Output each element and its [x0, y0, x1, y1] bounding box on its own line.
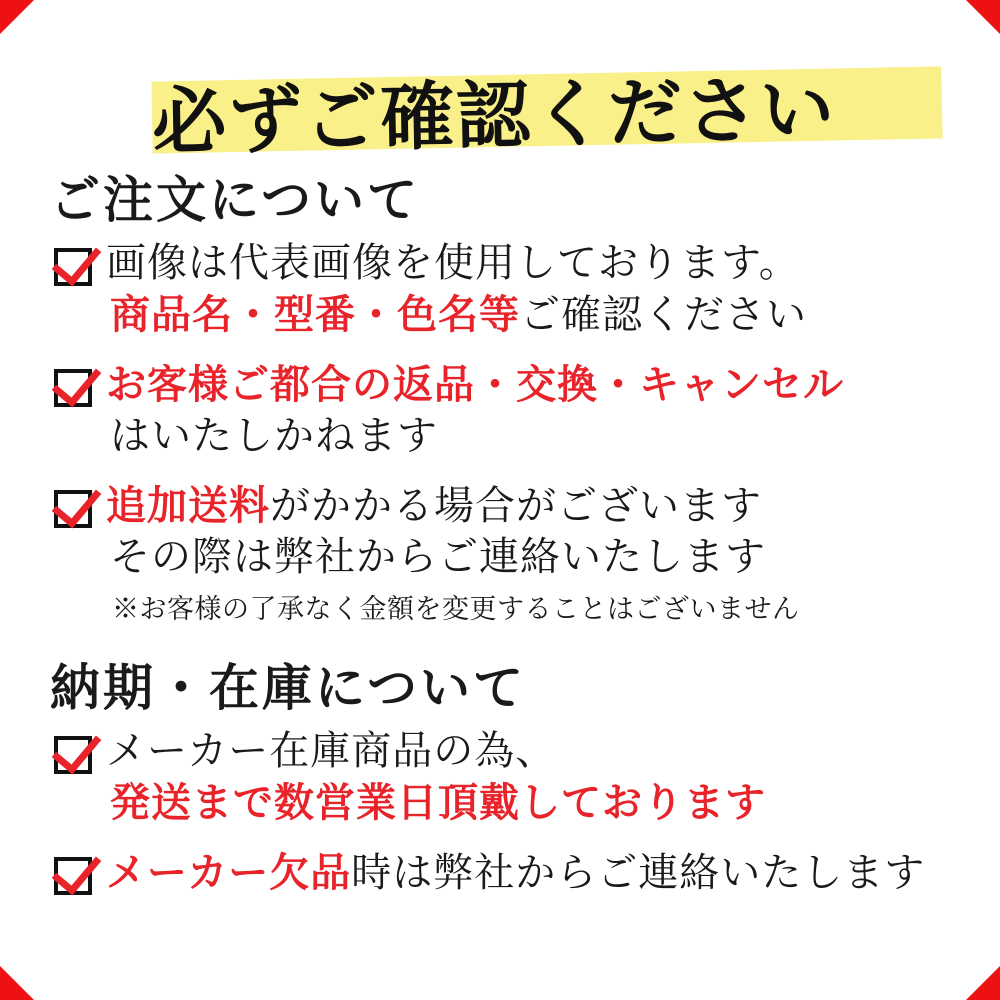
list-item-tail: ご確認ください [520, 292, 807, 339]
corner-accent-top-left [0, 0, 34, 34]
corner-accent-bottom-right [966, 966, 1000, 1000]
list-item [54, 480, 956, 626]
list-item [54, 847, 956, 899]
list-item-emphasis: 追加送料 [106, 481, 270, 529]
list-item-text [106, 847, 956, 899]
list-item-text [106, 480, 956, 626]
list-item-note: ※お客様の了承なく金額を変更することはございません [112, 594, 800, 626]
list-item-text [106, 359, 956, 461]
corner-accent-top-right [966, 0, 1000, 34]
list-item-line: お客様ご都合の返品・交換・キャンセル [106, 361, 844, 409]
list-item-line: その際は弊社からご連絡いたします [110, 533, 766, 580]
list-item [54, 726, 956, 828]
checkmark-icon [54, 736, 92, 774]
section-heading-delivery: 納期・在庫について [50, 658, 526, 718]
checkmark-icon [54, 857, 92, 895]
checkmark-icon [54, 248, 92, 286]
checkmark-icon [54, 369, 92, 407]
list-item-emphasis: メーカー欠品 [106, 848, 352, 896]
list-item-tail: 時は弊社からご連絡いたします [351, 849, 926, 896]
list-item-text [106, 726, 956, 828]
list-item-line: 画像は代表画像を使用しております。 [106, 240, 800, 286]
list-item-text [106, 238, 956, 341]
page-title-block [44, 32, 956, 166]
page-title: 必ずご確認ください [151, 66, 837, 166]
list-item-line: 発送まで数営業日頂戴しております [110, 779, 766, 827]
list-item [54, 238, 956, 341]
list-item-line: はいたしかねます [110, 412, 438, 459]
list-item-line [110, 289, 956, 341]
list-item-line [106, 480, 956, 532]
list-item [54, 359, 956, 461]
list-item-tail: がかかる場合がございます [270, 482, 762, 529]
list-item-emphasis: 商品名・型番・色名等 [110, 291, 520, 339]
corner-accent-bottom-left [0, 966, 34, 1000]
section-heading-orders: ご注文について [50, 170, 420, 229]
checkmark-icon [54, 490, 92, 528]
list-item-line: メーカー在庫商品の為、 [106, 728, 557, 775]
list-item-line [106, 847, 956, 899]
